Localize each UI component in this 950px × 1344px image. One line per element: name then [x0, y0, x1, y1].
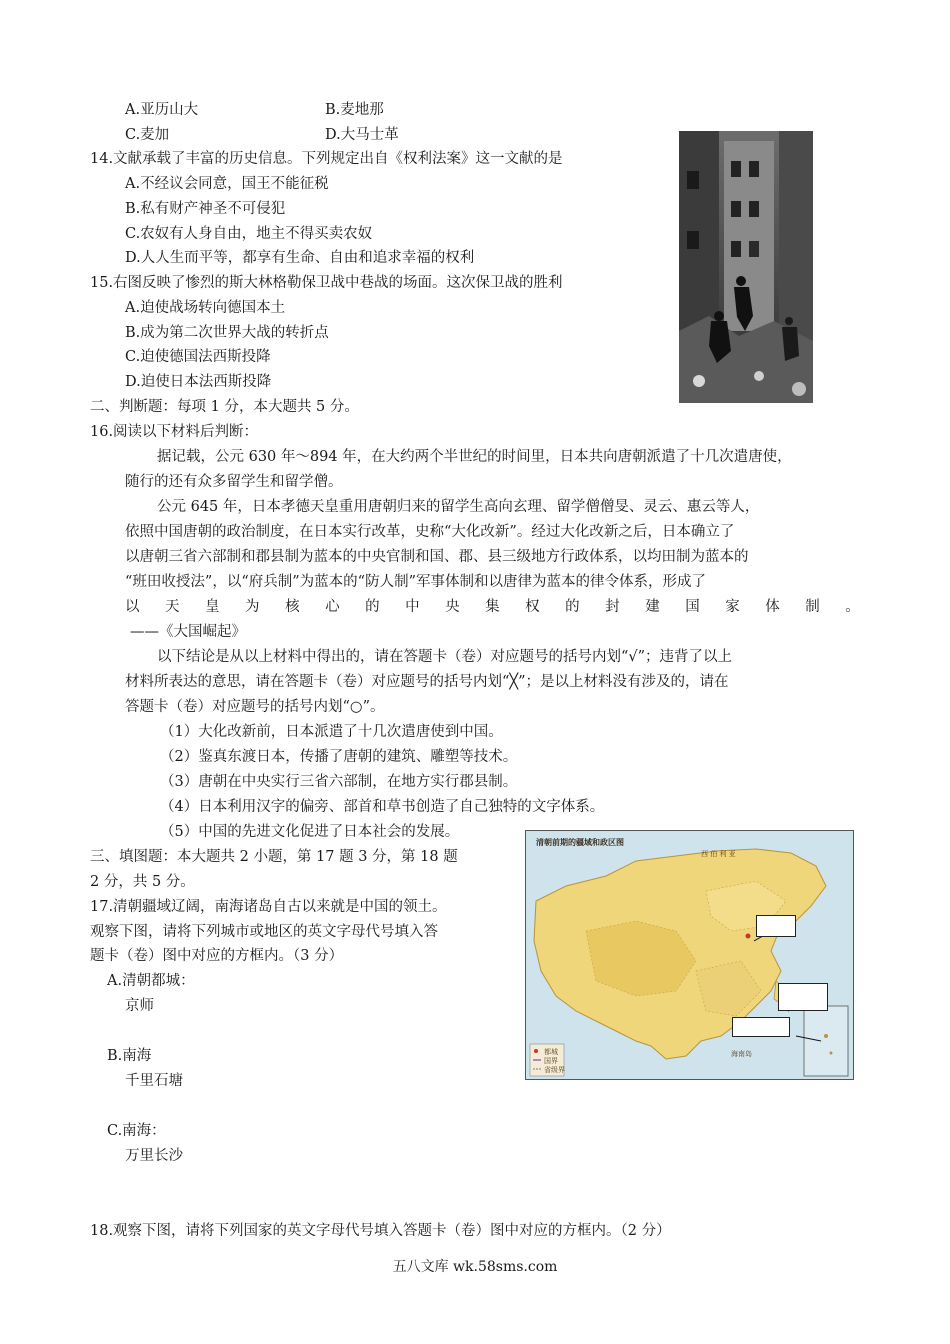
q17-stem-l1: 17.清朝疆域辽阔，南海诸岛自古以来就是中国的领土。 [90, 899, 447, 915]
q16-material-p2-l5: 以 天 皇 为 核 心 的 中 央 集 权 的 封 建 国 家 体 制 。 [125, 599, 860, 615]
page-footer: 五八文库 wk.58sms.com [392, 1259, 558, 1275]
map-legend-province: 省级界 [544, 1066, 565, 1074]
section2-heading: 二、判断题：每项 1 分，本大题共 5 分。 [90, 399, 359, 415]
qing-territory-map [525, 830, 854, 1080]
q13-option-a: A.亚历山大 [125, 102, 199, 118]
q16-instruction-l2: 材料所表达的意思，请在答题卡（卷）对应题号的括号内划“╳”；是以上材料没有涉及的，请在 [125, 674, 729, 690]
q17-stem-l3: 题卡（卷）图中对应的方框内。（3 分） [90, 948, 344, 964]
answer-box-nanhai-b[interactable] [778, 983, 828, 1011]
q16-material-p1-l2: 随行的还有众多留学生和留学僧。 [125, 474, 343, 490]
map-legend-border: 国界 [544, 1057, 558, 1065]
q16-item-4: （4）日本利用汉字的偏旁、部首和草书创造了自己独特的文字体系。 [160, 799, 605, 815]
map-legend-capital: 都城 [544, 1048, 558, 1056]
stalingrad-photo [679, 131, 813, 403]
answer-box-nanhai-c[interactable] [732, 1017, 790, 1037]
q14-option-d: D.人人生而平等，都享有生命、自由和追求幸福的权利 [125, 250, 475, 266]
q16-instruction-l1: 以下结论是从以上材料中得出的，请在答题卡（卷）对应题号的括号内划“√”；违背了以上 [157, 649, 733, 665]
q17-a-value: 京师 [125, 998, 154, 1014]
q18-stem: 18.观察下图，请将下列国家的英文字母代号填入答题卡（卷）图中对应的方框内。（2 分） [90, 1223, 671, 1239]
q15-option-c: C.迫使德国法西斯投降 [125, 349, 271, 365]
answer-box-capital[interactable] [756, 915, 796, 937]
q16-item-3: （3）唐朝在中央实行三省六部制，在地方实行郡县制。 [160, 774, 518, 790]
q16-material-p2-l4: “班田收授法”，以“府兵制”为蓝本的“防人制”军事体制和以唐律为蓝本的律令体系，形成了 [125, 574, 706, 590]
q16-stem: 16.阅读以下材料后判断： [90, 424, 259, 440]
q16-material-p1-l1: 据记载，公元 630 年～894 年，在大约两个半世纪的时间里，日本共向唐朝派遣了十几次遣唐使， [157, 449, 792, 465]
q17-stem-l2: 观察下图，请将下列城市或地区的英文字母代号填入答 [90, 924, 438, 940]
section3-heading-l2: 2 分，共 5 分。 [90, 874, 195, 890]
map-label-siberia: 西 伯 利 亚 [701, 850, 736, 858]
q13-option-b: B.麦地那 [325, 102, 384, 118]
q14-stem: 14.文献承载了丰富的历史信息。下列规定出自《权利法案》这一文献的是 [90, 151, 563, 167]
q15-stem: 15.右图反映了惨烈的斯大林格勒保卫战中巷战的场面。这次保卫战的胜利 [90, 275, 563, 291]
q14-option-b: B.私有财产神圣不可侵犯 [125, 201, 286, 217]
q13-option-d: D.大马士革 [325, 127, 399, 143]
q16-source: ——《大国崛起》 [130, 624, 246, 640]
q17-c-label: C.南海： [107, 1123, 166, 1139]
q15-option-a: A.迫使战场转向德国本土 [125, 300, 286, 316]
q16-item-2: （2）鉴真东渡日本，传播了唐朝的建筑、雕塑等技术。 [160, 749, 518, 765]
map-title: 清朝前期的疆域和政区图 [536, 837, 624, 847]
q14-option-c: C.农奴有人身自由，地主不得买卖农奴 [125, 226, 373, 242]
q17-a-label: A.清朝都城： [107, 973, 195, 989]
q16-item-1: （1）大化改新前，日本派遣了十几次遣唐使到中国。 [160, 724, 503, 740]
q17-b-value: 千里石塘 [125, 1073, 183, 1089]
q16-instruction-l3: 答题卡（卷）对应题号的括号内划“○”。 [125, 699, 385, 715]
q14-option-a: A.不经议会同意，国王不能征税 [125, 176, 329, 192]
map-label-hainan: 海南岛 [731, 1050, 752, 1058]
q16-material-p2-l1: 公元 645 年，日本孝德天皇重用唐朝归来的留学生高向玄理、留学僧僧旻、灵云、惠云等人， [157, 499, 760, 515]
q16-material-p2-l3: 以唐朝三省六部制和郡县制为蓝本的中央官制和国、郡、县三级地方行政体系，以均田制为蓝本的 [125, 549, 749, 565]
q16-material-p2-l2: 依照中国唐朝的政治制度，在日本实行改革，史称“大化改新”。经过大化改新之后，日本确立了 [125, 524, 735, 540]
q17-c-value: 万里长沙 [125, 1148, 183, 1164]
q15-option-b: B.成为第二次世界大战的转折点 [125, 325, 329, 341]
q16-item-5: （5）中国的先进文化促进了日本社会的发展。 [160, 824, 460, 840]
section3-heading-l1: 三、填图题：本大题共 2 小题，第 17 题 3 分，第 18 题 [90, 849, 458, 865]
q17-b-label: B.南海 [107, 1048, 152, 1064]
q13-option-c: C.麦加 [125, 127, 170, 143]
q15-option-d: D.迫使日本法西斯投降 [125, 374, 272, 390]
